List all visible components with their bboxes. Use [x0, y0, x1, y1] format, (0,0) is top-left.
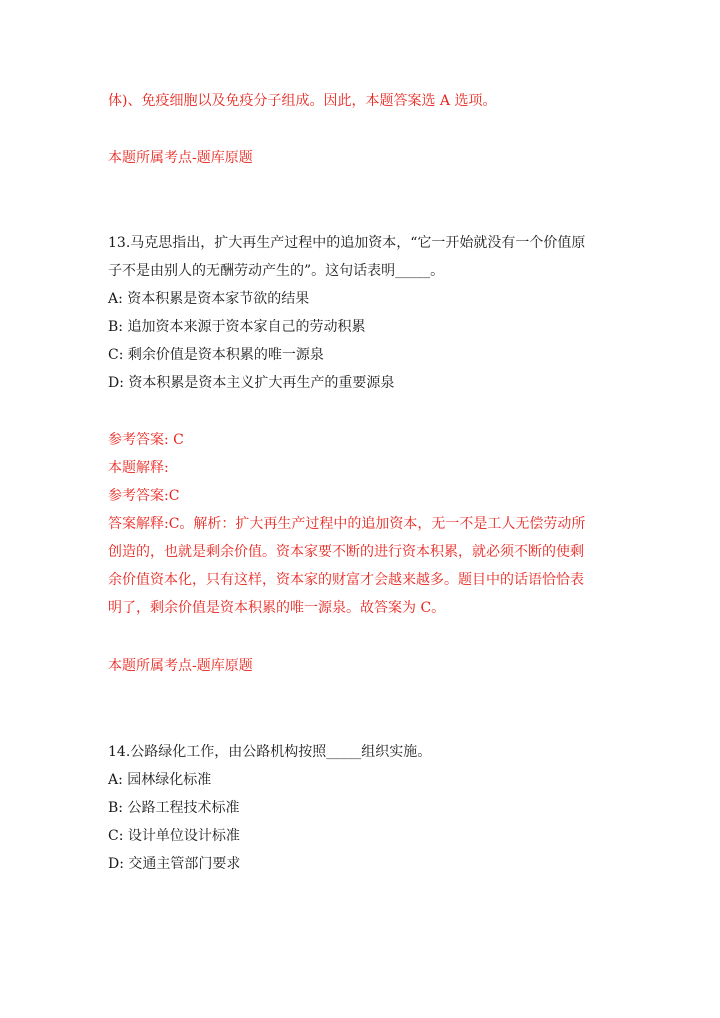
q13-explanation-line: 明了，剩余价值是资本积累的唯一源泉。故答案为 C。: [108, 600, 446, 616]
q13-source-note: 本题所属考点-题库原题: [108, 658, 253, 674]
q13-option-d: D: 资本积累是资本主义扩大再生产的重要源泉: [108, 375, 395, 391]
q14-option-d: D: 交通主管部门要求: [108, 856, 241, 872]
q13-explanation-label: 本题解释:: [108, 460, 169, 476]
prev-answer-tail: 体)、免疫细胞以及免疫分子组成。因此，本题答案选 A 选项。: [108, 93, 497, 109]
q13-option-a: A: 资本积累是资本家节欲的结果: [108, 291, 310, 307]
q13-reference-answer-2: 参考答案:C: [108, 488, 180, 504]
q14-option-a: A: 园林绿化标准: [108, 772, 212, 788]
q14-stem-line-1: 14.公路绿化工作，由公路机构按照_____组织实施。: [108, 744, 432, 760]
q13-explanation-line: 答案解释:C。解析：扩大再生产过程中的追加资本，无一不是工人无偿劳动所: [108, 516, 586, 532]
q13-explanation-line: 创造的，也就是剩余价值。资本家要不断的进行资本积累，就必须不断的使剩: [108, 544, 584, 560]
q13-stem-line-1: 13.马克思指出，扩大再生产过程中的追加资本，“它一开始就没有一个价值原: [108, 235, 586, 251]
q13-reference-answer: 参考答案: C: [108, 432, 184, 448]
q13-option-b: B: 追加资本来源于资本家自己的劳动积累: [108, 319, 366, 335]
q13-explanation-line: 余价值资本化，只有这样，资本家的财富才会越来越多。题目中的话语恰恰表: [108, 572, 584, 588]
prev-source-note: 本题所属考点-题库原题: [108, 150, 253, 166]
q14-option-b: B: 公路工程技术标准: [108, 800, 240, 816]
q13-stem-line-2: 子不是由别人的无酬劳动产生的”。这句话表明_____。: [108, 263, 445, 279]
q13-option-c: C: 剩余价值是资本积累的唯一源泉: [108, 347, 324, 363]
q14-option-c: C: 设计单位设计标准: [108, 828, 240, 844]
